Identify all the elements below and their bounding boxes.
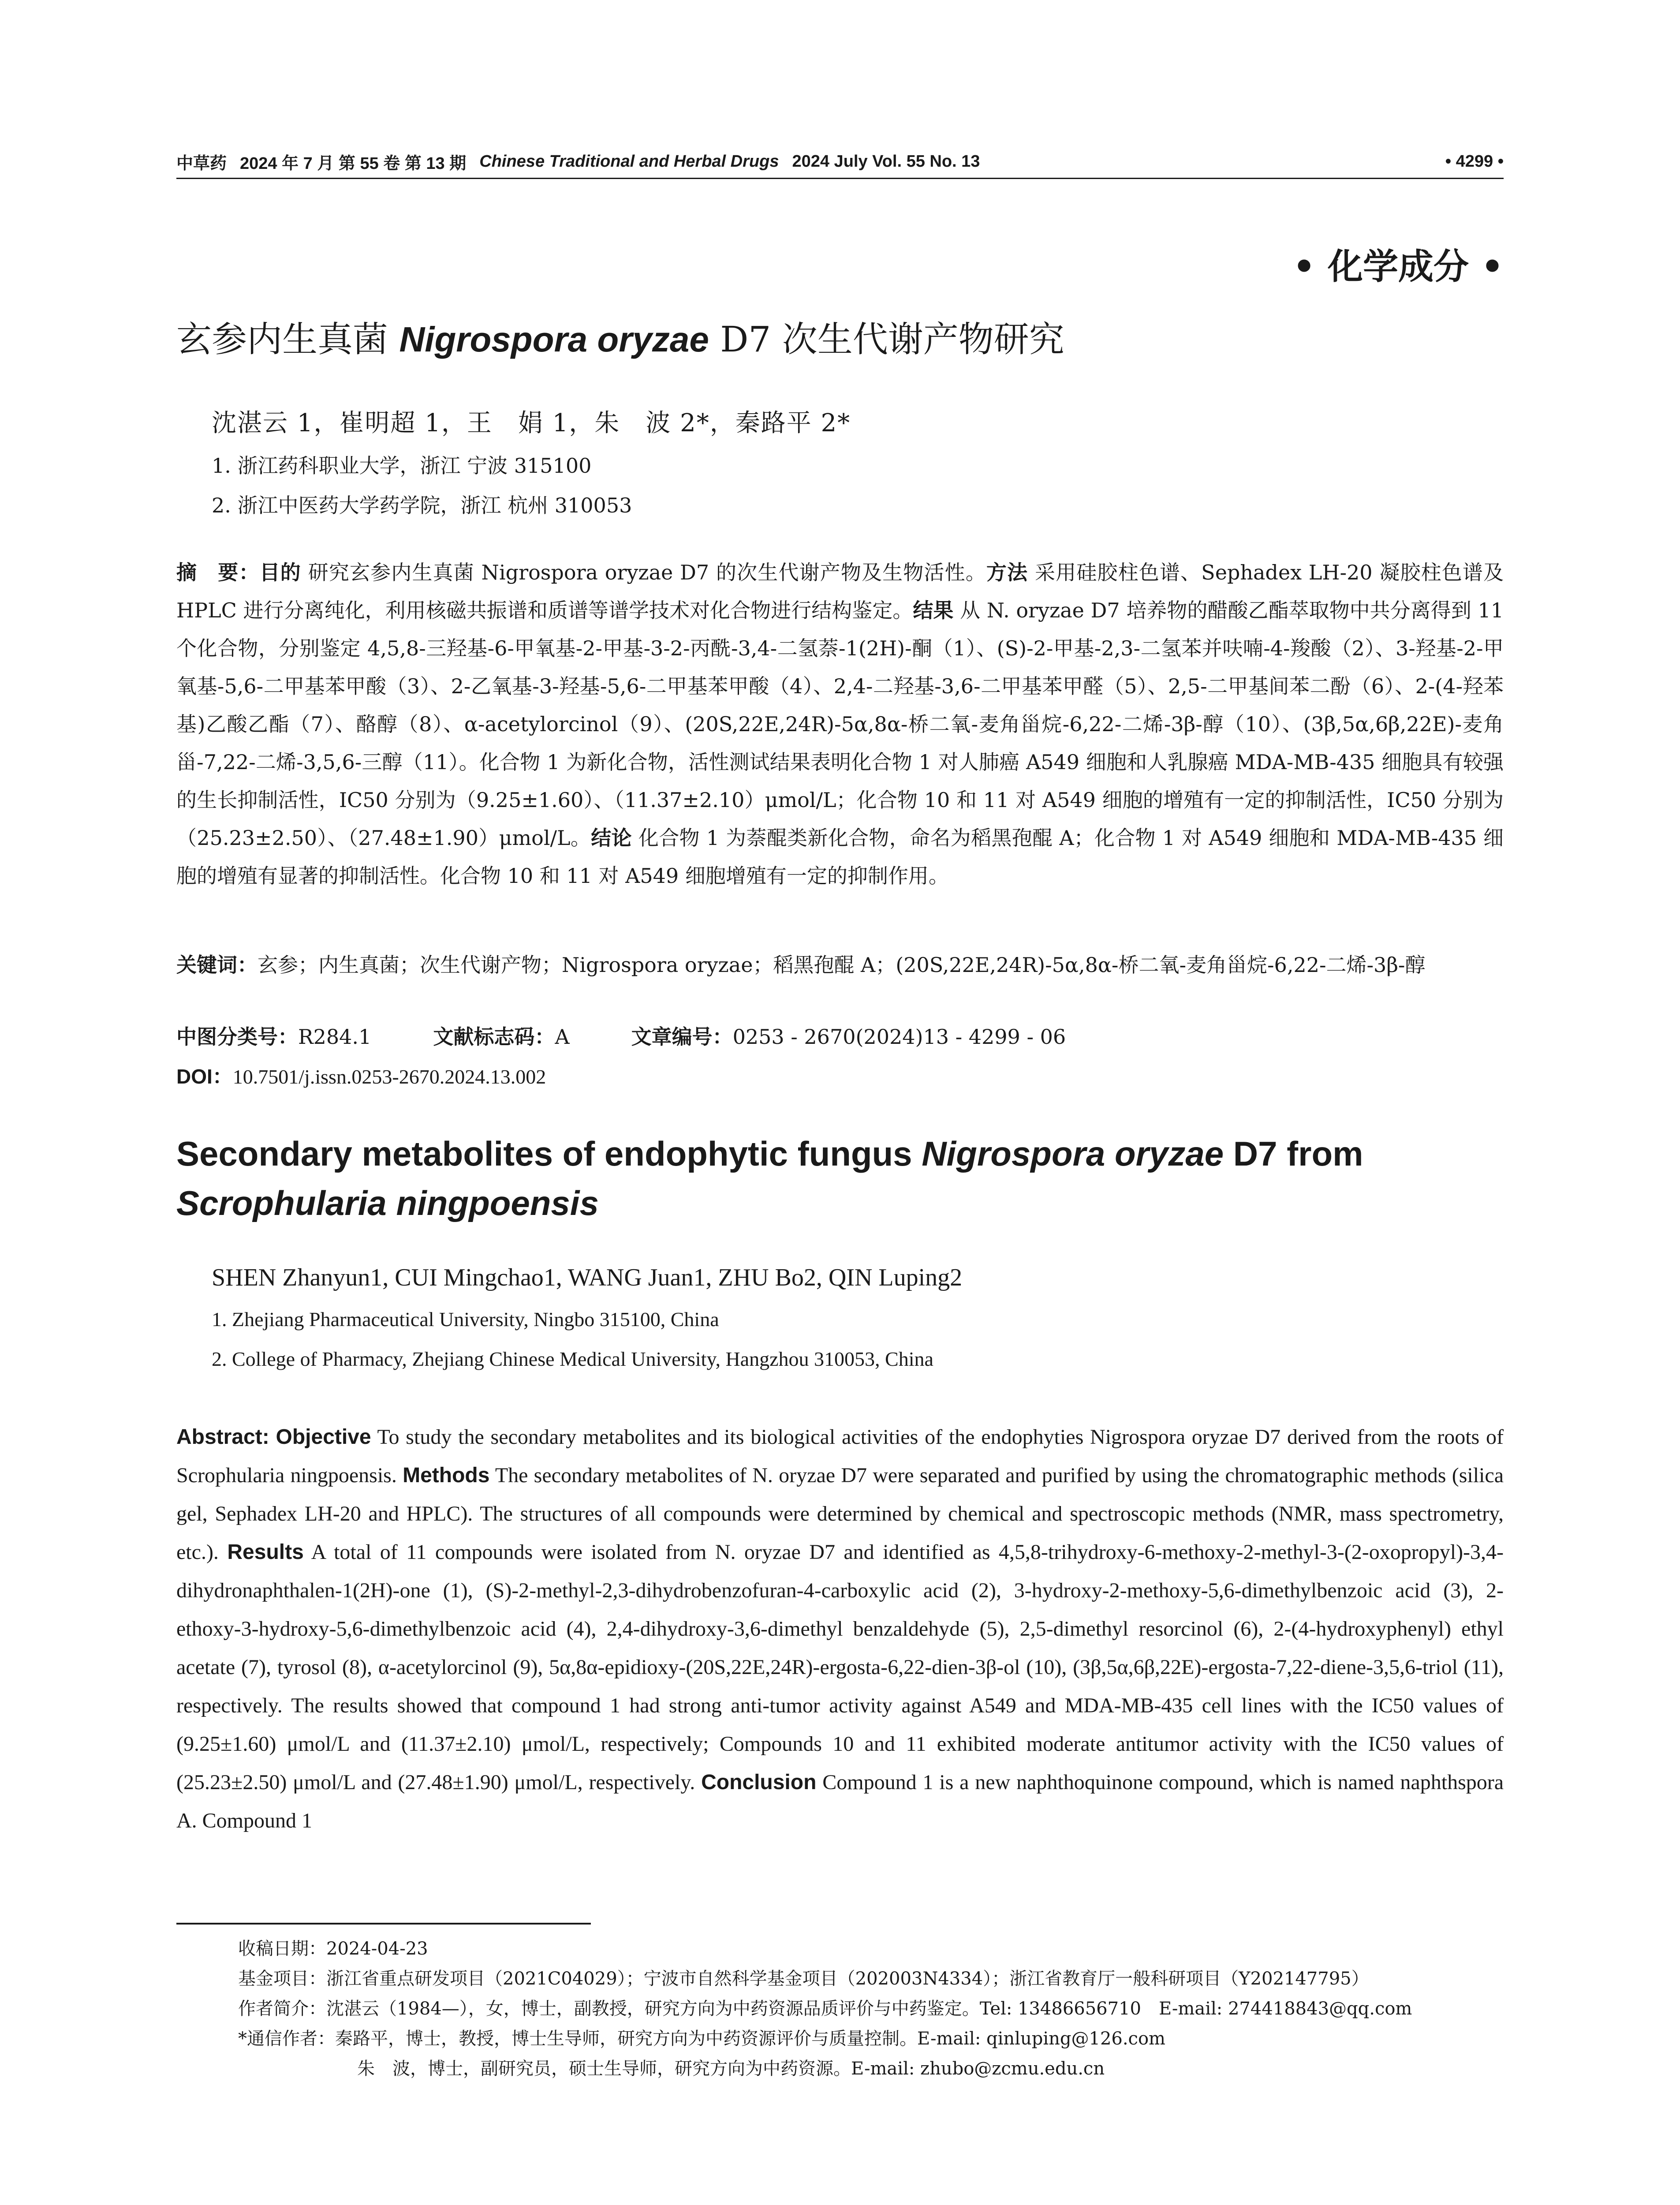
cn-title-pre: 玄参内生真菌: [176, 319, 399, 360]
clc-value: R284.1: [298, 1025, 372, 1049]
cn-title-species: Nigrospora oryzae: [399, 320, 709, 359]
doc-code-value: A: [555, 1025, 570, 1049]
cn-title: [176, 318, 1504, 362]
cn-keywords-text: 玄参；内生真菌；次生代谢产物；Nigrospora oryzae；稻黑孢醌 A；(20S,22E,24R)-5α,8α-桥二氧-麦角甾烷-6,22-二烯-3β-醇: [258, 953, 1426, 977]
section-label: • 化学成分 •: [1293, 246, 1504, 287]
footnotes: [238, 1934, 1504, 2084]
cn-abstract-label: 摘 要：: [176, 561, 260, 584]
cn-objective: 研究玄参内生真菌 Nigrospora oryzae D7 的次生代谢产物及生物活性。: [308, 561, 986, 584]
fund-info: 基金项目：浙江省重点研发项目（2021C04029）；宁波市自然科学基金项目（202003N4334）；浙江省教育厅一般科研项目（Y202147795）: [238, 1969, 1369, 1989]
en-results-label: Results: [227, 1540, 304, 1564]
cn-results-label: 结果: [913, 598, 954, 622]
en-title-mid: D7 from: [1224, 1134, 1363, 1173]
doi-value: 10.7501/j.issn.0253-2670.2024.13.002: [232, 1065, 546, 1088]
article-no-value: 0253 - 2670(2024)13 - 4299 - 06: [732, 1025, 1066, 1049]
footnote-rule: [176, 1923, 591, 1925]
cn-abstract: [176, 553, 1504, 895]
cn-doi: [176, 1061, 546, 1090]
running-header: [176, 146, 1504, 177]
clc-number: [176, 1021, 371, 1050]
corresponding-author-2: 朱 波，博士，副研究员，硕士生导师，研究方向为中药资源。E-mail: zhubo@zcmu.edu.cn: [357, 2059, 1105, 2079]
journal-name-en: Chinese Traditional and Herbal Drugs: [479, 152, 779, 171]
cn-results: 从 N. oryzae D7 培养物的醋酸乙酯萃取物中共分离得到 11 个化合物，分别鉴定 4,5,8-三羟基-6-甲氧基-2-甲基-3-2-丙酰-3,4-二氢萘-1(2H)-酮（1）、(S)-2-甲基-2,3-二氢苯并呋喃-4-羧酸（2）、3-羟基-2-甲氧基-5,6-二甲基苯甲酸（3）、2-乙氧基-3-羟基-5,6-二甲基苯甲酸（4）、2,4-二羟基-3,6-二甲基苯甲醛（5）、2,5-二甲基间苯二酚（6）、2-(4-羟苯基)乙酸乙酯（7）、酪醇（8）、α-acetylorcinol（9）、(20S,22E,24R)-5α,8α-桥二氧-麦角甾烷-6,22-二烯-3β-醇（10）、(3β,5α,6β,22E)-麦角甾-7,22-二烯-3,5,6-三醇（11）。化合物 1 为新化合物，活性测试结果表明化合物 1 对人肺癌 A549 细胞和人乳腺癌 MDA-MB-435 细胞具有较强的生长抑制活性，IC50 分别为（9.25±1.60）、（11.37±2.10）μmol/L；化合物 10 和 11 对 A549 细胞的增殖有一定的抑制活性，IC50 分别为（25.23±2.50）、（27.48±1.90）μmol/L。: [176, 598, 1504, 850]
cn-affiliation-1: 1. 浙江药科职业大学，浙江 宁波 315100: [212, 454, 592, 478]
en-affiliation-2: 2. College of Pharmacy, Zhejiang Chinese Medical University, Hangzhou 310053, China: [212, 1348, 933, 1370]
en-objective: To study the secondary metabolites and its biological activities of the endophyties Nigrospora oryzae D7 derived from the roots of Scrophularia ningpoensis.: [176, 1425, 1504, 1487]
cn-keywords-label: 关键词：: [176, 953, 258, 977]
en-results: A total of 11 compounds were isolated from N. oryzae D7 and identified as 4,5,8-trihydroxy-6-methoxy-2-methyl-3-(2-oxopropyl)-3,4-dihydronaphthalen-1(2H)-one (1), (S)-2-methyl-2,3-dihydrobenzofuran-4-carboxylic acid (2), 3-hydroxy-2-methoxy-5,6-dimethylbenzoic acid (3), 2-ethoxy-3-hydroxy-5,6-dimethylbenzoic acid (4), 2,4-dihydroxy-3,6-dimethyl benzaldehyde (5), 2,5-dimethyl resorcinol (6), 2-(4-hydroxyphenyl) ethyl acetate (7), tyrosol (8), α-acetylorcinol (9), 5α,8α-epidioxy-(20S,22E,24R)-ergosta-6,22-dien-3β-ol (10), (3β,5α,6β,22E)-ergosta-7,22-diene-3,5,6-triol (11), respectively. The results showed that compound 1 had strong anti-tumor activity against A549 and MDA-MB-435 cell lines with the IC50 values of (9.25±1.60) μmol/L and (11.37±2.10) μmol/L, respectively; Compounds 10 and 11 exhibited moderate antitumor activity with the IC50 values of (25.23±2.50) μmol/L and (27.48±1.90) μmol/L, respectively.: [176, 1540, 1504, 1794]
en-authors: SHEN Zhanyun1, CUI Mingchao1, WANG Juan1, ZHU Bo2, QIN Luping2: [212, 1264, 963, 1291]
en-conclusion-label: Conclusion: [701, 1771, 817, 1794]
issue-cn: 2024 年 7 月 第 55 卷 第 13 期: [240, 154, 467, 173]
doi-label: DOI：: [176, 1065, 233, 1088]
page-number: • 4299 •: [1445, 152, 1504, 171]
cn-keywords: [176, 946, 1504, 984]
doc-code-label: 文献标志码：: [433, 1025, 555, 1049]
cn-affiliation-2: 2. 浙江中医药大学药学院，浙江 杭州 310053: [212, 493, 632, 517]
cn-conclusion: 化合物 1 为萘醌类新化合物，命名为稻黑孢醌 A；化合物 1 对 A549 细胞和 MDA-MB-435 细胞的增殖有显著的抑制活性。化合物 10 和 11 对 A549 细胞增殖有一定的抑制作用。: [176, 826, 1504, 888]
en-abstract-label: Abstract:: [176, 1425, 269, 1449]
article-no-label: 文章编号：: [631, 1025, 733, 1049]
cn-authors: 沈湛云 1，崔明超 1，王 娟 1，朱 波 2*，秦路平 2*: [212, 409, 851, 437]
en-title: [176, 1129, 1504, 1228]
en-methods-label: Methods: [403, 1464, 490, 1487]
en-title-species: Nigrospora oryzae: [922, 1134, 1224, 1173]
cn-objective-label: 目的: [259, 561, 301, 584]
received-date: 收稿日期：2024-04-23: [238, 1939, 428, 1959]
en-abstract: [176, 1418, 1504, 1840]
clc-label: 中图分类号：: [176, 1025, 298, 1049]
en-conclusion: Compound 1 is a new naphthoquinone compound, which is named naphthspora A. Compound 1: [176, 1771, 1504, 1832]
cn-classification-line: [176, 1021, 1504, 1050]
issue-en: 2024 July Vol. 55 No. 13: [792, 152, 980, 171]
header-rule: [176, 178, 1504, 179]
author-bio: 作者简介：沈湛云（1984—），女，博士，副教授，研究方向为中药资源品质评价与中药鉴定。Tel: 13486656710 E-mail: 274418843@qq.com: [238, 1999, 1412, 2019]
document-code: [433, 1021, 569, 1050]
en-title-pre: Secondary metabolites of endophytic fungus: [176, 1134, 922, 1173]
journal-name-cn: 中草药: [176, 153, 227, 173]
cn-methods: 采用硅胶柱色谱、Sephadex LH-20 凝胶柱色谱及 HPLC 进行分离纯化，利用核磁共振谱和质谱等谱学技术对化合物进行结构鉴定。: [176, 561, 1504, 622]
en-affiliation-1: 1. Zhejiang Pharmaceutical University, Ningbo 315100, China: [212, 1308, 719, 1330]
cn-title-post: D7 次生代谢产物研究: [709, 319, 1064, 360]
article-number: [631, 1021, 1066, 1050]
en-methods: The secondary metabolites of N. oryzae D7 were separated and purified by using the chromatographic methods (silica gel, Sephadex LH-20 and HPLC). The structures of all compounds were determined by chemical and spectroscopic methods (NMR, mass spectrometry, etc.).: [176, 1464, 1504, 1564]
corresponding-author-1: *通信作者：秦路平，博士，教授，博士生导师，研究方向为中药资源评价与质量控制。E-mail: qinluping@126.com: [238, 2029, 1165, 2049]
en-objective-label: Objective: [276, 1425, 371, 1449]
cn-conclusion-label: 结论: [591, 826, 632, 850]
en-title-host: Scrophularia ningpoensis: [176, 1184, 599, 1222]
cn-methods-label: 方法: [986, 561, 1028, 584]
